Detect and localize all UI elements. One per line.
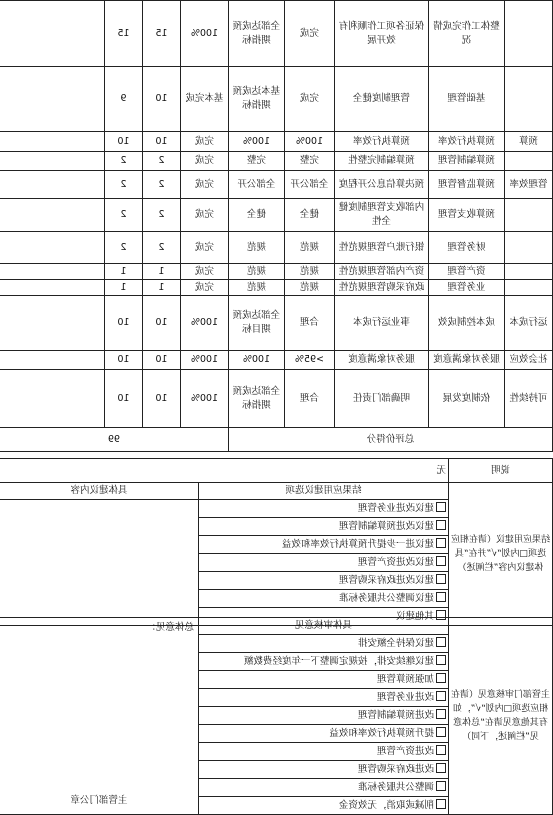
indicator-level3: 资产内部管理规范性 bbox=[335, 264, 429, 280]
indicator-actual: 全部达成预期指标 bbox=[229, 370, 285, 428]
indicator-score: 10 bbox=[105, 370, 143, 428]
indicator-row bbox=[0, 370, 553, 428]
checkbox-icon[interactable] bbox=[436, 763, 446, 773]
advice-option-label: 建议调整公共服务标准 bbox=[338, 593, 434, 604]
indicator-full-score: 10 bbox=[143, 370, 181, 428]
advice-options-header: 结果应用建议选项 bbox=[199, 483, 448, 500]
indicator-level3: 明确部门责任 bbox=[335, 370, 429, 428]
checkbox-icon[interactable] bbox=[436, 745, 446, 755]
advice-option[interactable] bbox=[199, 554, 448, 572]
indicator-level1: 预算 bbox=[505, 132, 553, 152]
checkbox-icon[interactable] bbox=[436, 592, 446, 602]
indicator-weight: 完成 bbox=[181, 264, 229, 280]
indicator-actual: 健全 bbox=[229, 199, 285, 232]
indicator-target: 规范 bbox=[285, 232, 335, 264]
indicator-actual: 100% bbox=[229, 351, 285, 370]
indicator-level1: 运行成本 bbox=[505, 296, 553, 351]
indicator-level2: 预算执行效率 bbox=[429, 132, 505, 152]
indicator-score: 2 bbox=[105, 171, 143, 199]
indicator-level2: 预算收支管理 bbox=[429, 199, 505, 232]
indicator-level2: 整体工作完成情况 bbox=[429, 1, 505, 67]
note-table bbox=[0, 458, 553, 483]
review-option-label: 改进政府采购管理 bbox=[357, 764, 434, 775]
indicator-row bbox=[0, 296, 553, 351]
indicator-blank bbox=[0, 67, 105, 132]
checkbox-icon[interactable] bbox=[436, 538, 446, 548]
review-option-label: 建议继续安排，按规定调整下一年度经费数额 bbox=[243, 656, 434, 667]
advice-option[interactable] bbox=[199, 572, 448, 590]
checkbox-icon[interactable] bbox=[436, 727, 446, 737]
checkbox-icon[interactable] bbox=[436, 574, 446, 584]
indicator-weight: 完成 bbox=[181, 199, 229, 232]
checkbox-icon[interactable] bbox=[436, 637, 446, 647]
indicator-actual: 规范 bbox=[229, 280, 285, 296]
indicator-row bbox=[0, 132, 553, 152]
indicator-score: 2 bbox=[105, 152, 143, 171]
indicator-blank bbox=[0, 171, 105, 199]
review-option-label: 改进预算编制管理 bbox=[357, 710, 434, 721]
indicator-level3: 银行账户管理规范性 bbox=[335, 232, 429, 264]
indicator-weight: 100% bbox=[181, 296, 229, 351]
indicator-score: 1 bbox=[105, 280, 143, 296]
indicator-score: 10 bbox=[105, 351, 143, 370]
indicator-level1 bbox=[505, 264, 553, 280]
review-option-label: 提升预算执行效率和效益 bbox=[329, 728, 434, 739]
indicator-level2: 业务管理 bbox=[429, 280, 505, 296]
indicator-blank bbox=[0, 199, 105, 232]
advice-content-header: 具体建议内容 bbox=[0, 483, 198, 500]
review-option[interactable] bbox=[199, 635, 448, 653]
indicator-level2: 基础管理 bbox=[429, 67, 505, 132]
indicator-level3: 政府采购管理规范性 bbox=[335, 280, 429, 296]
indicator-score: 2 bbox=[105, 232, 143, 264]
indicator-blank bbox=[0, 296, 105, 351]
checkbox-icon[interactable] bbox=[436, 673, 446, 683]
indicator-actual: 全部达成预期指标 bbox=[229, 1, 285, 67]
indicator-level1 bbox=[505, 67, 553, 132]
indicator-full-score: 10 bbox=[143, 132, 181, 152]
indicator-score: 9 bbox=[105, 67, 143, 132]
indicator-level3: 管理制度健全 bbox=[335, 67, 429, 132]
review-label: 主管部门审核意见（请在相应选项□内划“√”，如有其他意见请在“总体意见”栏阐述，下同） bbox=[449, 618, 553, 815]
advice-table bbox=[0, 482, 553, 626]
indicator-level3: 预算执行效率 bbox=[335, 132, 429, 152]
checkbox-icon[interactable] bbox=[436, 520, 446, 530]
indicator-blank bbox=[0, 132, 105, 152]
review-option-label: 改进业务管理 bbox=[376, 692, 434, 703]
indicator-target: 完成 bbox=[285, 1, 335, 67]
indicator-blank bbox=[0, 152, 105, 171]
indicator-level3: 预决算信息公开程度 bbox=[335, 171, 429, 199]
indicator-full-score: 1 bbox=[143, 280, 181, 296]
checkbox-icon[interactable] bbox=[436, 502, 446, 512]
indicator-level3: 保证各项工作顺利有效开展 bbox=[335, 1, 429, 67]
advice-option-label: 建议改进业务管理 bbox=[357, 503, 434, 514]
indicator-full-score: 2 bbox=[143, 152, 181, 171]
indicator-level1 bbox=[505, 280, 553, 296]
indicator-row bbox=[0, 1, 553, 67]
review-options bbox=[199, 618, 449, 815]
indicator-level2: 成本控制成效 bbox=[429, 296, 505, 351]
checkbox-icon[interactable] bbox=[436, 781, 446, 791]
indicator-level1 bbox=[505, 199, 553, 232]
indicator-full-score: 10 bbox=[143, 351, 181, 370]
indicator-level1: 社会效应 bbox=[505, 351, 553, 370]
review-option-label: 改进资产管理 bbox=[376, 746, 434, 757]
review-option-label: 削减或取消，无效资金 bbox=[338, 800, 434, 811]
indicator-row bbox=[0, 171, 553, 199]
review-overall-label: 总体意见： bbox=[146, 622, 194, 633]
indicator-target: 健全 bbox=[285, 199, 335, 232]
review-option[interactable] bbox=[199, 707, 448, 725]
indicator-level2: 资产管理 bbox=[429, 264, 505, 280]
indicator-full-score: 2 bbox=[143, 199, 181, 232]
indicator-weight: 100% bbox=[181, 351, 229, 370]
review-option[interactable] bbox=[199, 671, 448, 689]
advice-option-label: 建议改进资产管理 bbox=[357, 557, 434, 568]
advice-option[interactable] bbox=[199, 518, 448, 536]
indicator-weight: 完成 bbox=[181, 280, 229, 296]
indicator-level1: 管理效率 bbox=[505, 171, 553, 199]
checkbox-icon[interactable] bbox=[436, 556, 446, 566]
review-option-label: 加强预算管理 bbox=[376, 674, 434, 685]
indicator-actual: 规范 bbox=[229, 232, 285, 264]
review-option-label: 建议保持全额安排 bbox=[357, 638, 434, 649]
indicator-weight: 完成 bbox=[181, 132, 229, 152]
indicator-row bbox=[0, 264, 553, 280]
review-options-header: 具体审核意见 bbox=[199, 618, 448, 635]
review-option-label: 调整公共服务标准 bbox=[357, 782, 434, 793]
note-value: 无 bbox=[0, 459, 449, 483]
indicator-target: 合理 bbox=[285, 370, 335, 428]
indicator-level1 bbox=[505, 152, 553, 171]
indicator-weight: 完成 bbox=[181, 171, 229, 199]
indicator-score: 1 bbox=[105, 264, 143, 280]
advice-option-label: 建议进一步提升预算执行效率和效益 bbox=[281, 539, 434, 550]
advice-options bbox=[199, 483, 449, 626]
indicator-weight: 100% bbox=[181, 1, 229, 67]
review-option[interactable] bbox=[199, 761, 448, 779]
review-overall[interactable] bbox=[0, 618, 199, 815]
indicator-blank bbox=[0, 264, 105, 280]
note-label: 说明 bbox=[449, 459, 553, 483]
indicator-score: 15 bbox=[105, 1, 143, 67]
advice-option-label: 其他建议 bbox=[395, 611, 434, 622]
indicator-row bbox=[0, 351, 553, 370]
review-table bbox=[0, 617, 553, 815]
indicator-row bbox=[0, 232, 553, 264]
advice-content[interactable] bbox=[0, 483, 199, 626]
indicator-full-score: 1 bbox=[143, 264, 181, 280]
indicator-target: 全部公开 bbox=[285, 171, 335, 199]
indicator-target: 完整 bbox=[285, 152, 335, 171]
indicator-level1 bbox=[505, 232, 553, 264]
indicator-weight: 基本完成 bbox=[181, 67, 229, 132]
checkbox-icon[interactable] bbox=[436, 691, 446, 701]
indicator-actual: 基本达成预期指标 bbox=[229, 67, 285, 132]
indicator-level2: 预算监督管理 bbox=[429, 171, 505, 199]
total-label: 总评价得分 bbox=[229, 428, 553, 452]
indicator-actual: 完整 bbox=[229, 152, 285, 171]
indicator-weight: 完成 bbox=[181, 232, 229, 264]
indicator-target: 规范 bbox=[285, 280, 335, 296]
indicator-target: 100% bbox=[285, 132, 335, 152]
indicator-blank bbox=[0, 370, 105, 428]
indicator-actual: 规范 bbox=[229, 264, 285, 280]
checkbox-icon[interactable] bbox=[436, 799, 446, 809]
indicator-score: 10 bbox=[105, 296, 143, 351]
advice-option[interactable] bbox=[199, 536, 448, 554]
indicator-row bbox=[0, 152, 553, 171]
review-option[interactable] bbox=[199, 725, 448, 743]
indicator-full-score: 10 bbox=[143, 296, 181, 351]
advice-option-label: 建议改进政府采购管理 bbox=[338, 575, 434, 586]
advice-label: 结果应用建议（请在相应选项□内划“√”并在“具体建议内容”栏阐述） bbox=[449, 483, 553, 626]
indicator-actual: 100% bbox=[229, 132, 285, 152]
indicator-level2: 财务管理 bbox=[429, 232, 505, 264]
review-option[interactable] bbox=[199, 689, 448, 707]
indicator-weight: 完成 bbox=[181, 152, 229, 171]
indicator-level2: 服务对象满意度 bbox=[429, 351, 505, 370]
indicator-level2: 预算编制管理 bbox=[429, 152, 505, 171]
indicator-row bbox=[0, 280, 553, 296]
indicator-target: 完成 bbox=[285, 67, 335, 132]
indicator-level3: 预算编制完整性 bbox=[335, 152, 429, 171]
indicator-level2: 依制度发展 bbox=[429, 370, 505, 428]
indicator-full-score: 15 bbox=[143, 1, 181, 67]
indicator-actual: 全部公开 bbox=[229, 171, 285, 199]
indicator-score: 10 bbox=[105, 132, 143, 152]
indicator-target: 合理 bbox=[285, 296, 335, 351]
indicator-level3: 服务对象满意度 bbox=[335, 351, 429, 370]
indicator-weight: 100% bbox=[181, 370, 229, 428]
indicator-blank bbox=[0, 351, 105, 370]
indicator-blank bbox=[0, 232, 105, 264]
indicator-actual: 全部达成预期目标 bbox=[229, 296, 285, 351]
indicator-level3: 内部收支管理制度健全性 bbox=[335, 199, 429, 232]
review-option[interactable] bbox=[199, 779, 448, 797]
indicator-row bbox=[0, 67, 553, 132]
indicator-level1 bbox=[505, 1, 553, 67]
indicator-level3: 事业运行成本 bbox=[335, 296, 429, 351]
indicator-score: 2 bbox=[105, 199, 143, 232]
advice-option[interactable] bbox=[199, 590, 448, 608]
indicator-row bbox=[0, 199, 553, 232]
advice-option[interactable] bbox=[199, 500, 448, 518]
checkbox-icon[interactable] bbox=[436, 709, 446, 719]
indicator-target: 规范 bbox=[285, 264, 335, 280]
review-option[interactable] bbox=[199, 743, 448, 761]
indicator-full-score: 10 bbox=[143, 67, 181, 132]
review-option[interactable] bbox=[199, 797, 448, 814]
advice-option-label: 建议改进预算编制管理 bbox=[338, 521, 434, 532]
review-option[interactable] bbox=[199, 653, 448, 671]
indicator-full-score: 2 bbox=[143, 171, 181, 199]
indicator-blank bbox=[0, 280, 105, 296]
indicator-level1: 可持续性 bbox=[505, 370, 553, 428]
indicator-blank bbox=[0, 1, 105, 67]
review-seal-label: 主管部门公章 bbox=[70, 795, 128, 806]
indicator-full-score: 2 bbox=[143, 232, 181, 264]
indicator-target: >95% bbox=[285, 351, 335, 370]
total-score: 99 bbox=[0, 428, 229, 452]
checkbox-icon[interactable] bbox=[436, 655, 446, 665]
total-row bbox=[0, 428, 553, 452]
